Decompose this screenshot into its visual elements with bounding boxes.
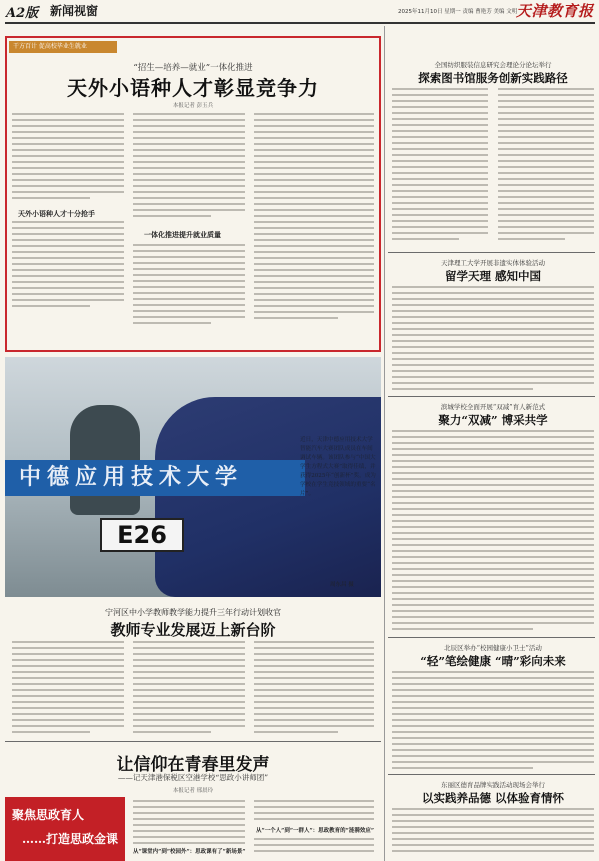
article-body-col1 [392,88,488,244]
article-byline: 本报记者 邢晨玲 [172,788,214,794]
article-headline[interactable]: 天外小语种人才彰显竞争力 [67,76,319,100]
section-rule [388,774,595,775]
article-body [392,430,594,634]
photo-university-banner: 中德应用技术大学 [5,460,305,496]
article-body [392,808,594,856]
date-editor-info: 2025年11月10日 星期一 责编 曹艳芳 美编 文明 [398,9,518,15]
column-divider [384,26,385,861]
article-body-col2 [133,641,245,737]
article-body-col2b [133,244,245,328]
article-body [392,671,594,773]
section-rule [388,637,595,638]
photo-caption: 近日，天津中德应用技术大学智能汽车大赛团队成员在车间调试车辆。该团队参与“中国大学生方程式大赛”取得佳绩，并获得2025年“创新杯”奖，成为学校在学生竞技领域的重要“名片”。 [300,437,376,497]
article-kicker: 全国纺织服装信息研究会理论分论坛举行 [434,61,552,69]
article-headline[interactable]: 留学天理 感知中国 [444,269,541,283]
article-kicker: 天津理工大学开展非遗实体体验活动 [441,259,545,267]
promo-line-1: 聚焦思政育人 [12,808,85,822]
section-rule [388,396,595,397]
page-number: A2版 [6,6,39,21]
article-headline[interactable]: “轻”笔绘健康 “晴”彩向未来 [420,654,566,668]
section-rule [388,252,595,253]
article-subheading: 天外小语种人才十分抢手 [18,209,95,218]
article-body-col1 [12,641,124,737]
article-subheading: 从“课堂内”到“校园外”：思政课有了“新场景” [133,849,246,855]
article-headline[interactable]: 以实践养品德 以体验育情怀 [421,791,564,805]
article-body-col2 [498,88,594,244]
photo-credit: 周东昌 摄 [330,582,354,588]
topic-tag: 干方百计 促高校毕业生就业 [9,41,117,53]
article-body [392,286,594,394]
article-byline: 本报记者 彭玉兵 [172,103,214,109]
car-number-plate: E26 [100,518,184,552]
article-kicker: 北辰区举办“校园健康小卫士”活动 [444,644,542,652]
article-kicker: 滨城学校全面开展“双减”育人新范式 [440,403,546,411]
promo-line-2: ……打造思政金课 [22,832,119,846]
article-subheading: 从“一个人”到“一群人”：思政教育的“涟漪效应” [256,828,374,834]
article-body-col3 [254,641,374,737]
article-kicker: 宁河区中小学教师教学能力提升三年行动计划收官 [105,608,281,617]
article-body-col3 [254,113,374,323]
article-kicker: “招生—培养—就业”一体化推进 [133,63,253,73]
article-headline[interactable]: 教师专业发展迈上新台阶 [110,621,276,639]
article-body-col3 [254,800,374,824]
article-subheading: 一体化推进提升就业质量 [144,230,221,239]
article-headline[interactable]: 让信仰在青春里发声 [116,755,270,775]
newspaper-logo: 天津教育报 [516,2,594,20]
article-body-col2 [133,113,245,221]
article-headline[interactable]: 探索图书馆服务创新实践路径 [418,71,568,85]
article-headline[interactable]: 聚力“双减” 博采共学 [438,413,548,427]
article-subtitle: ——记天津港保税区空港学校“思政小讲师团” [117,773,269,782]
section-title: 新闻视窗 [50,4,99,18]
article-kicker: 东丽区德育品牌实践活动现场会举行 [441,781,545,789]
article-body-col1 [12,113,124,203]
header-rule [5,22,595,24]
article-body-col3b [254,838,374,856]
section-rule [5,741,381,742]
article-body-col2 [133,800,245,848]
article-body-col1b [12,221,124,311]
